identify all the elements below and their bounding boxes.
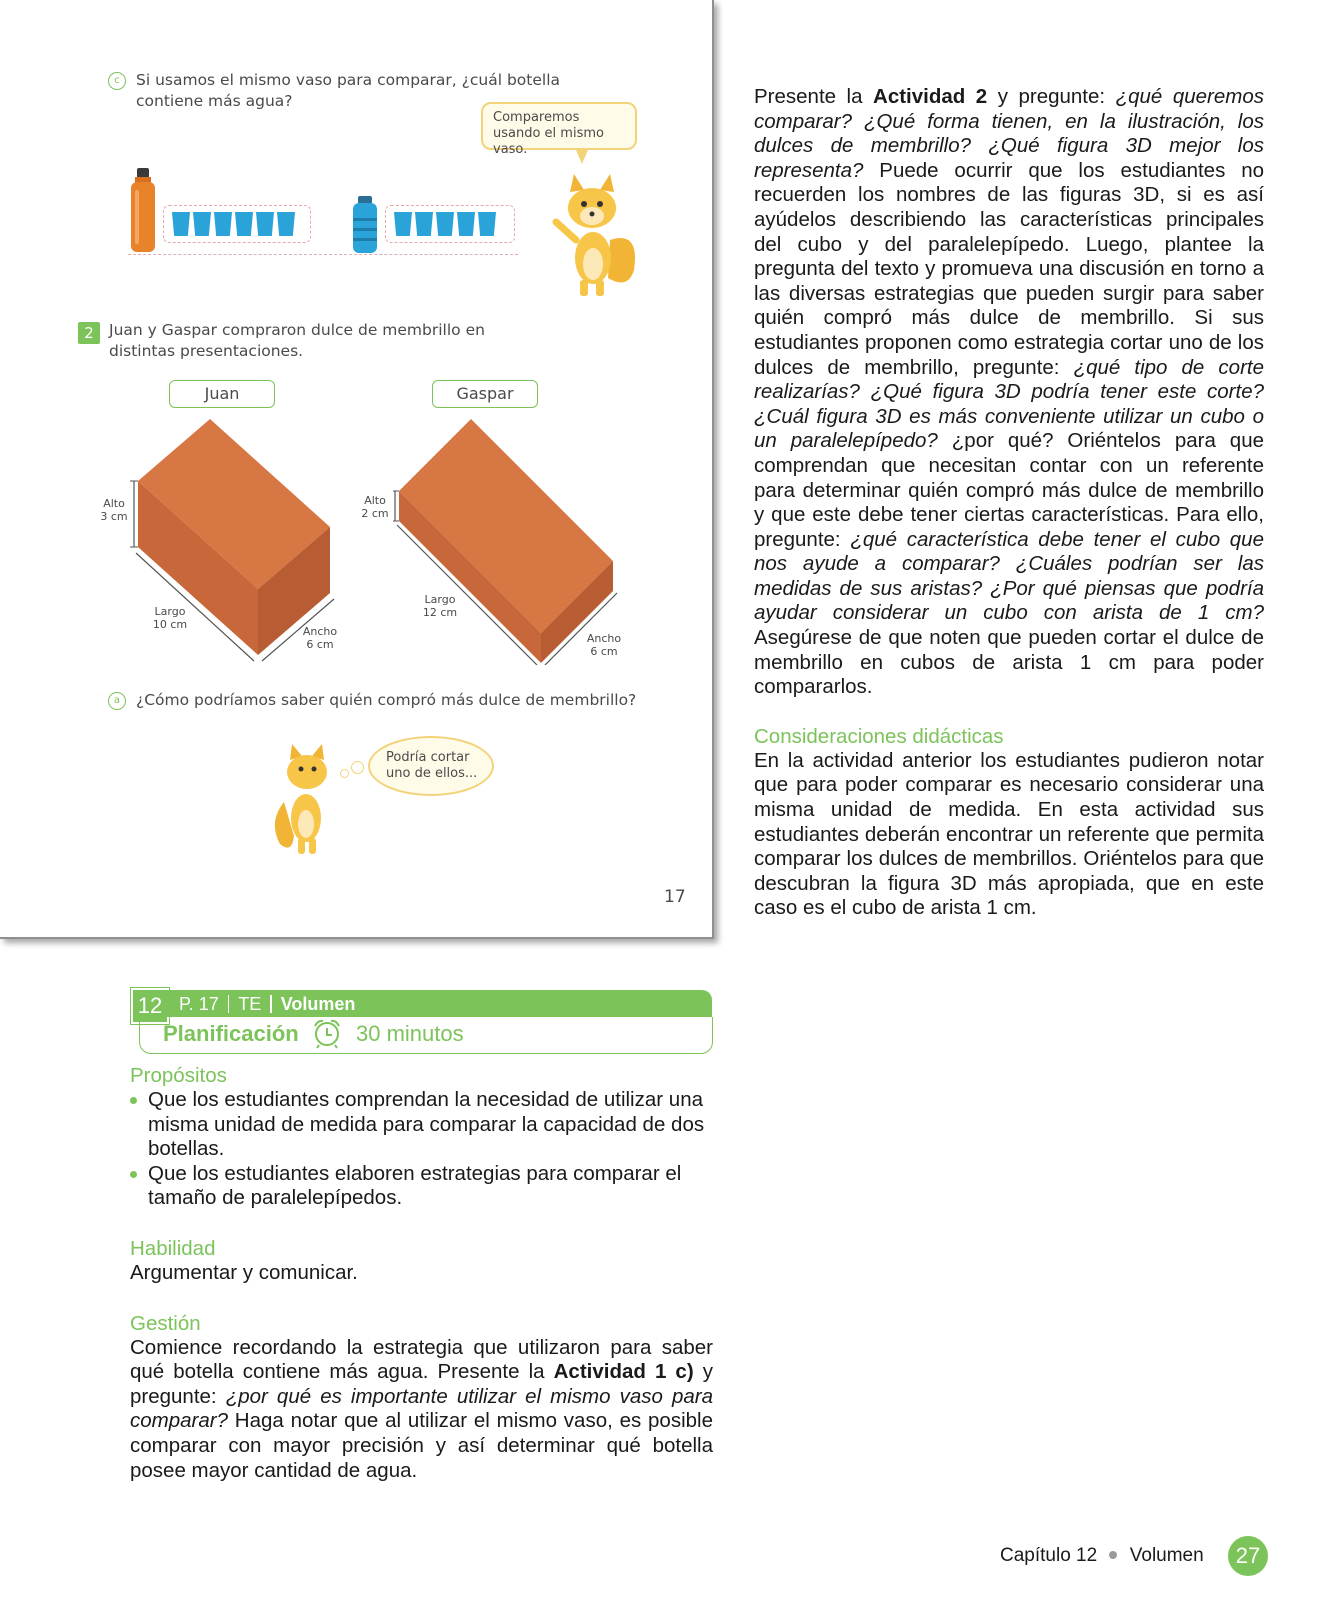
question-c-text: Si usamos el mismo vaso para comparar, ¿cuál botella contiene más agua? [136, 71, 560, 110]
juan-label: Juan [169, 380, 275, 408]
thought-dot [340, 769, 349, 778]
cup-icon [394, 212, 412, 236]
cup-icon [478, 212, 496, 236]
propositos-list [130, 1088, 713, 1211]
gaspar-ancho-label: Ancho 6 cm [586, 632, 622, 658]
juan-largo-label: Largo 10 cm [152, 605, 188, 631]
consideraciones-title: Consideraciones didácticas [754, 724, 1004, 748]
propositos-title: Propósitos [130, 1064, 227, 1087]
gestion-title: Gestión [130, 1311, 201, 1335]
thought-bubble [368, 736, 494, 796]
list-item: Que los estudiantes comprendan la necesidad de utilizar una misma unidad de medida para comparar la capacidad de dos botellas. [130, 1088, 713, 1162]
left-column [130, 1063, 713, 1483]
topic-label: Volumen [280, 994, 356, 1014]
gestion-text: Comience recordando la estrategia que utilizaron para saber qué botella contiene más agua. Presente la Actividad 1 c) y pregunte: ¿por qué es importante utilizar el mismo vaso para comparar? Haga notar que al utilizar el mismo vaso, es posible comparar con mayor precisión y así determinar qué botella posee mayor cantidad de agua. [130, 1335, 713, 1482]
footer-dot [1109, 1551, 1117, 1559]
cup-icon [172, 212, 190, 236]
juan-alto-label: Alto 3 cm [100, 497, 128, 523]
orange-bottle-icon [128, 168, 158, 254]
planning-frame [139, 1017, 713, 1054]
thought-dot [351, 761, 364, 774]
activity-2-guidance: Presente la Actividad 2 y pregunte: ¿qué queremos comparar? ¿Qué forma tienen, en la ilustración, los dulces de membrillo? ¿Qué figura 3D mejor los representa? Puede ocurrir que los estudiantes no recuerden los nombres de las figuras 3D, si es así ayúdelos describiendo las características principales del cubo y del paralelepípedo. Luego, plantee la pregunta del texto y promueva una discusión en torno a las diversas estrategias que pueden surgir para saber quién compró más dulce de membrillo. Si sus estudiantes proponen como estrategia cortar uno de los dulces de membrillo, pregunte: ¿qué tipo de corte realizarías? ¿Qué figura 3D podría tener este corte? ¿Cuál figura 3D es más conveniente utilizar un cubo o un paralelepípedo? ¿por qué? Oriéntelos para que comprendan que necesitan contar con un referente para determinar quién compró más dulce de membrillo y que este debe tener ciertas características. Para ello, pregunte: ¿qué característica debe tener el cubo que nos ayude a comparar? ¿Cuáles podrían ser las medidas de sus aristas? ¿Por qué piensas que podría ayudar considerar un cubo con arista de 1 cm? Asegúrese de que noten que pueden cortar el dulce de membrillo en cubos de arista 1 cm para poder compararlos. [754, 85, 1264, 699]
footer-page-number: 27 [1228, 1536, 1268, 1576]
cups-group-orange [163, 205, 311, 243]
list-item: Que los estudiantes elaboren estrategias para comparar el tamaño de paralelepípedos. [130, 1162, 713, 1211]
table-line [128, 254, 518, 255]
alarm-clock-icon [310, 1017, 344, 1049]
planning-title: Planificación [163, 1021, 299, 1046]
footer-chapter: Capítulo 12 Volumen [1000, 1545, 1204, 1566]
gaspar-prism [393, 415, 623, 665]
student-book-page [0, 0, 714, 939]
page-ref: P. 17 [179, 994, 219, 1014]
activity-number-badge: 2 [78, 322, 100, 344]
chapter-number-badge: 12 [131, 988, 169, 1024]
cup-icon [214, 212, 232, 236]
consideraciones-text: En la actividad anterior los estudiantes pudieron notar que para poder comparar es necesario considerar una misma unidad de medida. En esta actividad sus estudiantes deberán encontrar un referente que permita comparar los dulces de membrillos. Oriéntelos para que descubran la figura 3D más apropiada, que en este caso es el cubo de arista 1 cm. [754, 748, 1264, 920]
te-label: TE [238, 994, 262, 1014]
habilidad-text: Argumentar y comunicar. [130, 1260, 358, 1284]
thinking-fox-icon [272, 742, 334, 857]
juan-ancho-label: Ancho 6 cm [302, 625, 338, 651]
header-bar [167, 990, 712, 1017]
question-a-text: ¿Cómo podríamos saber quién compró más dulce de membrillo? [136, 691, 637, 709]
gaspar-alto-label: Alto 2 cm [361, 494, 389, 520]
right-column [754, 85, 1264, 921]
cup-icon [415, 212, 433, 236]
blue-bottle-icon [350, 196, 380, 254]
fox-mascot-icon [548, 170, 638, 300]
cup-icon [277, 212, 295, 236]
cup-icon [256, 212, 274, 236]
cups-group-blue [385, 205, 515, 243]
gaspar-label: Gaspar [432, 380, 538, 408]
cup-icon [436, 212, 454, 236]
activity-2-text: Juan y Gaspar compraron dulce de membrillo en distintas presentaciones. [109, 321, 485, 360]
book-page-number: 17 [664, 887, 686, 907]
thought-bubble-text: Podría cortar uno de ellos... [386, 750, 478, 781]
habilidad-title: Habilidad [130, 1236, 216, 1260]
cup-icon [235, 212, 253, 236]
question-c-marker: c [108, 72, 126, 90]
question-a-marker: a [108, 692, 126, 710]
bubble-pointer [576, 150, 588, 164]
header-meta [179, 991, 355, 1018]
gaspar-largo-label: Largo 12 cm [422, 593, 458, 619]
cup-icon [457, 212, 475, 236]
fox-speech-bubble [481, 102, 637, 157]
fox-bubble-text: Comparemos usando el mismo vaso. [493, 110, 604, 157]
cup-icon [193, 212, 211, 236]
planning-time: 30 minutos [356, 1021, 464, 1046]
